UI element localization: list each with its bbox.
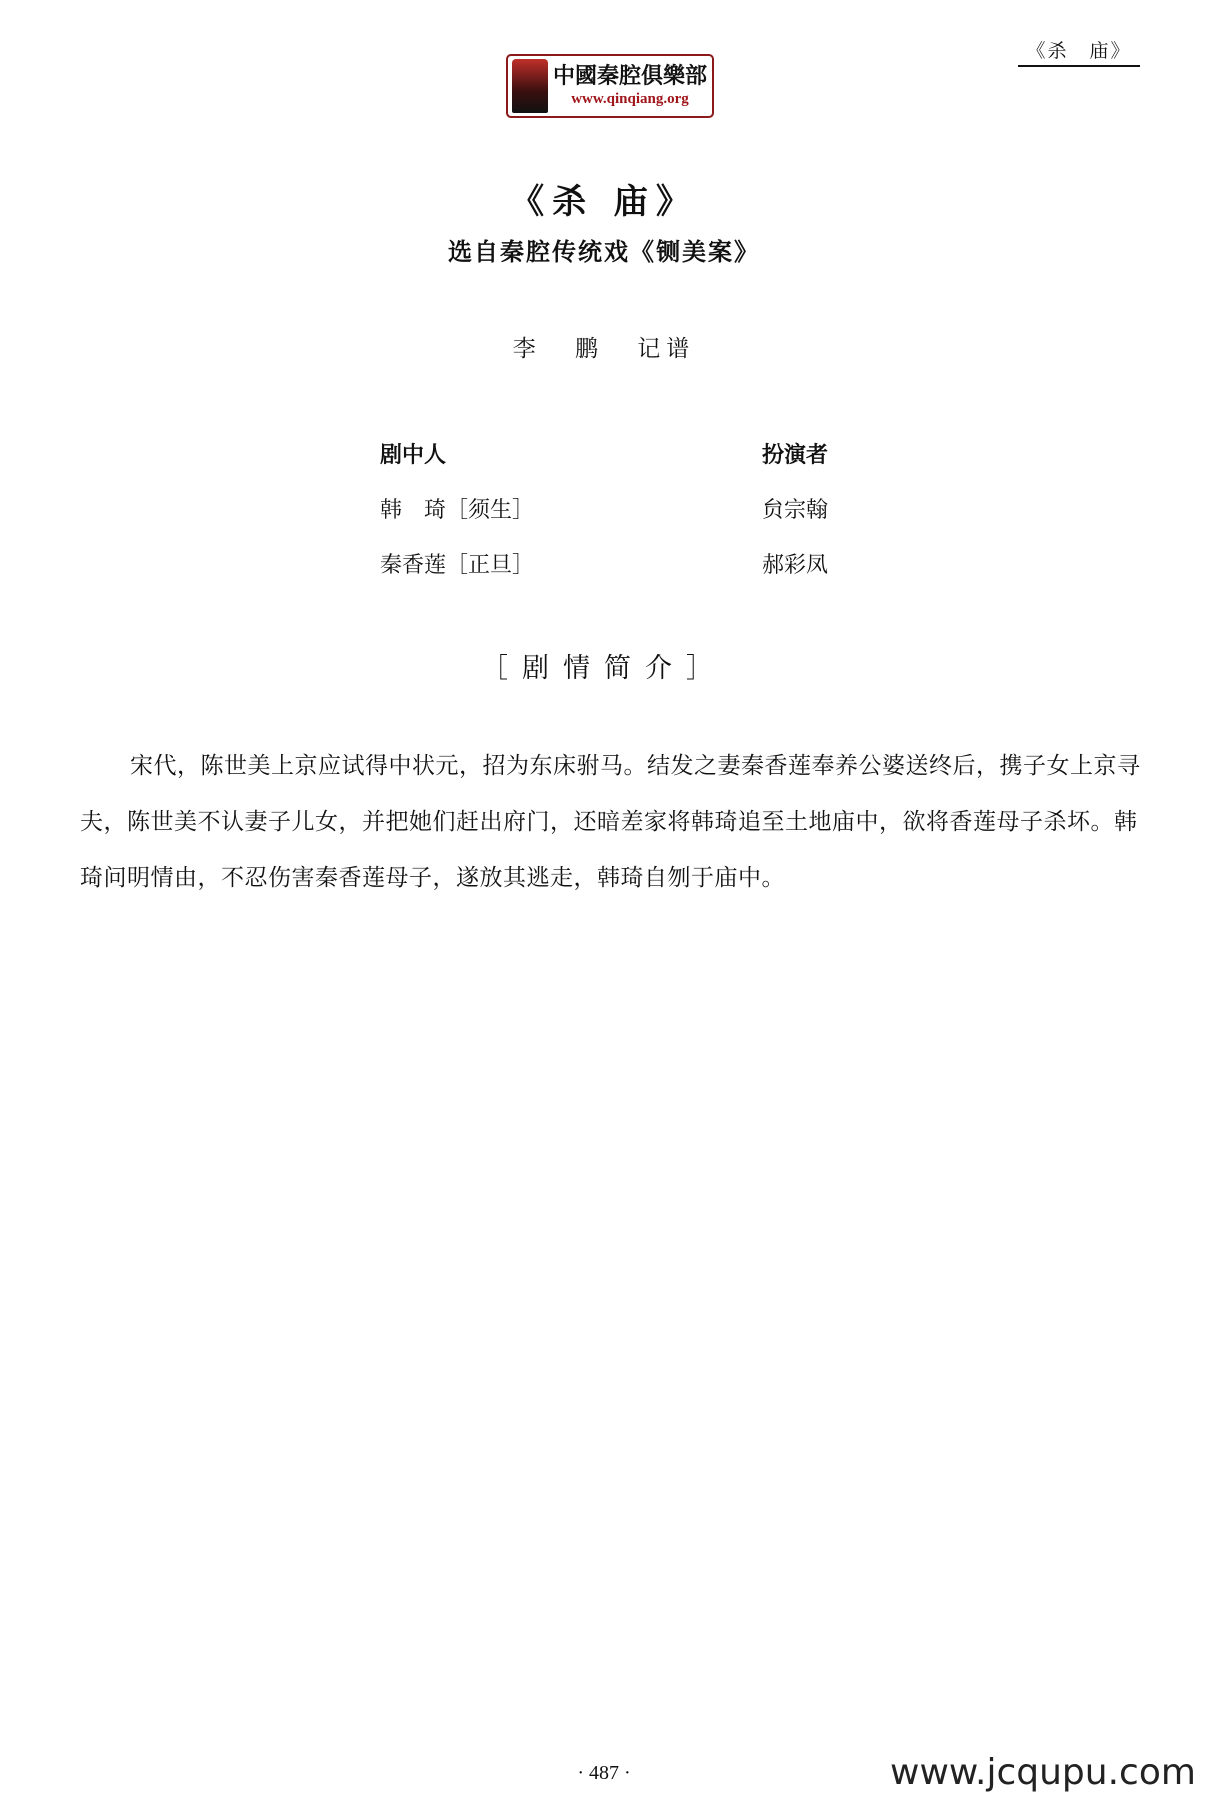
logo-url: www.qinqiang.org [571, 91, 689, 107]
watermark: www.jcqupu.com [890, 1752, 1196, 1793]
opera-figure-icon [512, 59, 548, 113]
running-head: 《杀 庙》 [1018, 36, 1140, 67]
cast-header-actor: 扮演者 [762, 443, 829, 468]
page-title: 《杀 庙》 [510, 182, 698, 222]
cast-role: 秦香莲［正旦］ [380, 553, 535, 578]
cast-actor: 贠宗翰 [762, 498, 829, 523]
cast-header-role: 剧中人 [380, 443, 447, 468]
section-heading: ［剧情简介］ [481, 653, 727, 684]
author: 李 鹏 记谱 [512, 336, 696, 362]
logo-name: 中國秦腔俱樂部 [552, 64, 707, 89]
qinqiang-club-logo [506, 54, 714, 118]
page-number: · 487 · [577, 1762, 631, 1784]
cast-role: 韩 琦［须生］ [380, 498, 535, 523]
cast-actor: 郝彩凤 [762, 553, 829, 578]
subtitle: 选自秦腔传统戏《铡美案》 [448, 237, 760, 266]
synopsis-paragraph: 宋代，陈世美上京应试得中状元，招为东床驸马。结发之妻秦香莲奉养公婆送终后，携子女上京寻夫，陈世美不认妻子儿女，并把她们赶出府门，还暗差家将韩琦追至土地庙中，欲将香莲母子杀坏。韩琦问明情由，不忍伤害秦香莲母子，遂放其逃走，韩琦自刎于庙中。 [80, 753, 1141, 891]
